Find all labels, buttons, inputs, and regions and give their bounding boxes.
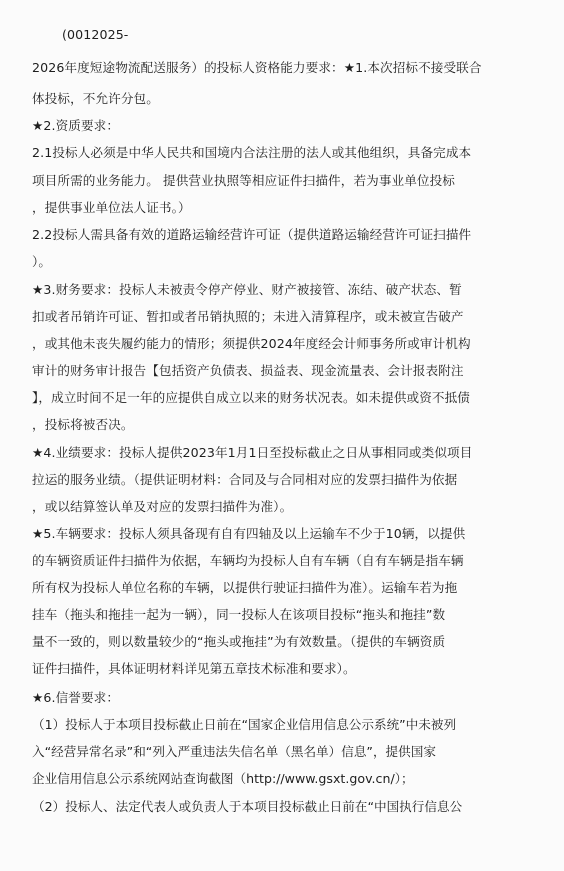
document-line-3-d: 审计的财务审计报告【包括资产负债表、损益表、现金流量表、会计报表附注 <box>32 363 464 378</box>
document-line-2-1-c: ，提供事业单位法人证书。） <box>32 200 191 215</box>
document-line-3-e: 】，成立时间不足一年的应提供自成立以来的财务状况表。如未提供或资不抵债 <box>32 390 470 405</box>
document-line-4-b: 拉运的服务业绩。（提供证明材料：合同及与合同相对应的发票扫描件为依据 <box>32 472 458 487</box>
document-line-6-2-a: （2）投标人、法定代表人或负责人于本项目投标截止日前在“中国执行信息公 <box>32 799 463 814</box>
document-line-5-e: 量不一致的，则以数量较少的“拖头或拖挂”为有效数量。（提供的车辆资质 <box>32 634 446 649</box>
section-heading-credit: ★6.信誉要求： <box>32 690 120 705</box>
section-heading-qualification: ★2.资质要求： <box>32 118 120 133</box>
document-line-3-c: ，或其他未丧失履约能力的情形；须提供2024年度经会计师事务所或审计机构 <box>32 336 471 351</box>
document-line-2-2-a: 2.2投标人需具备有效的道路运输经营许可证（提供道路运输经营许可证扫描件 <box>32 227 472 242</box>
document-line-3-b: 扣或者吊销许可证、暂扣或者吊销执照的；未进入清算程序，或未被宣告破产 <box>32 309 464 324</box>
document-line-5-f: 证件扫描件，具体证明材料详见第五章技术标准和要求）。 <box>32 661 356 676</box>
document-line-6-1-b: 入“经营异常名录”和“列入严重违法失信名单（黑名单）信息”，提供国家 <box>32 744 436 759</box>
document-line-4-a: ★4.业绩要求：投标人提供2023年1月1日至投标截止之日从事相同或类似项目 <box>32 445 473 460</box>
document-line-5-d: 挂车（拖头和拖挂一起为一辆），同一投标人在该项目投标“拖头和拖挂”数 <box>32 607 446 622</box>
document-line-6-1-a: （1）投标人于本项目投标截止日前在“国家企业信用信息公示系统”中未被列 <box>32 717 457 732</box>
document-line-3-f: ，投标将被否决。 <box>32 417 134 432</box>
document-line-3-a: ★3.财务要求：投标人未被责令停产停业、财产被接管、冻结、破产状态、暂 <box>32 282 462 297</box>
document-line-2-1-a: 2.1投标人必须是中华人民共和国境内合法注册的法人或其他组织，具备完成本 <box>32 145 472 160</box>
document-line-project-code: (0012025- <box>62 27 129 42</box>
document-line-5-c: 所有权为投标人单位名称的车辆，以提供行驶证扫描件为准）。运输车若为拖 <box>32 580 458 595</box>
document-line-no-subcontract: 体投标，不允许分包。 <box>32 91 159 106</box>
document-line-2-2-b: ）。 <box>32 254 52 269</box>
document-line-5-a: ★5.车辆要求：投标人须具备现有自有四轴及以上运输车不少于10辆，以提供 <box>32 526 466 541</box>
document-line-4-c: ，或以结算签认单及对应的发票扫描件为准）。 <box>32 499 293 514</box>
document-line-requirements-intro: 2026年度短途物流配送服务）的投标人资格能力要求：★1.本次招标不接受联合 <box>32 60 482 75</box>
document-line-6-1-c: 企业信用信息公示系统网站查询截图（http://www.gsxt.gov.cn/）； <box>32 771 414 786</box>
document-line-2-1-b: 项目所需的业务能力。 提供营业执照等相应证件扫描件，若为事业单位投标 <box>32 173 455 188</box>
document-line-5-b: 的车辆资质证件扫描件为依据，车辆均为投标人自有车辆（自有车辆是指车辆 <box>32 553 464 568</box>
